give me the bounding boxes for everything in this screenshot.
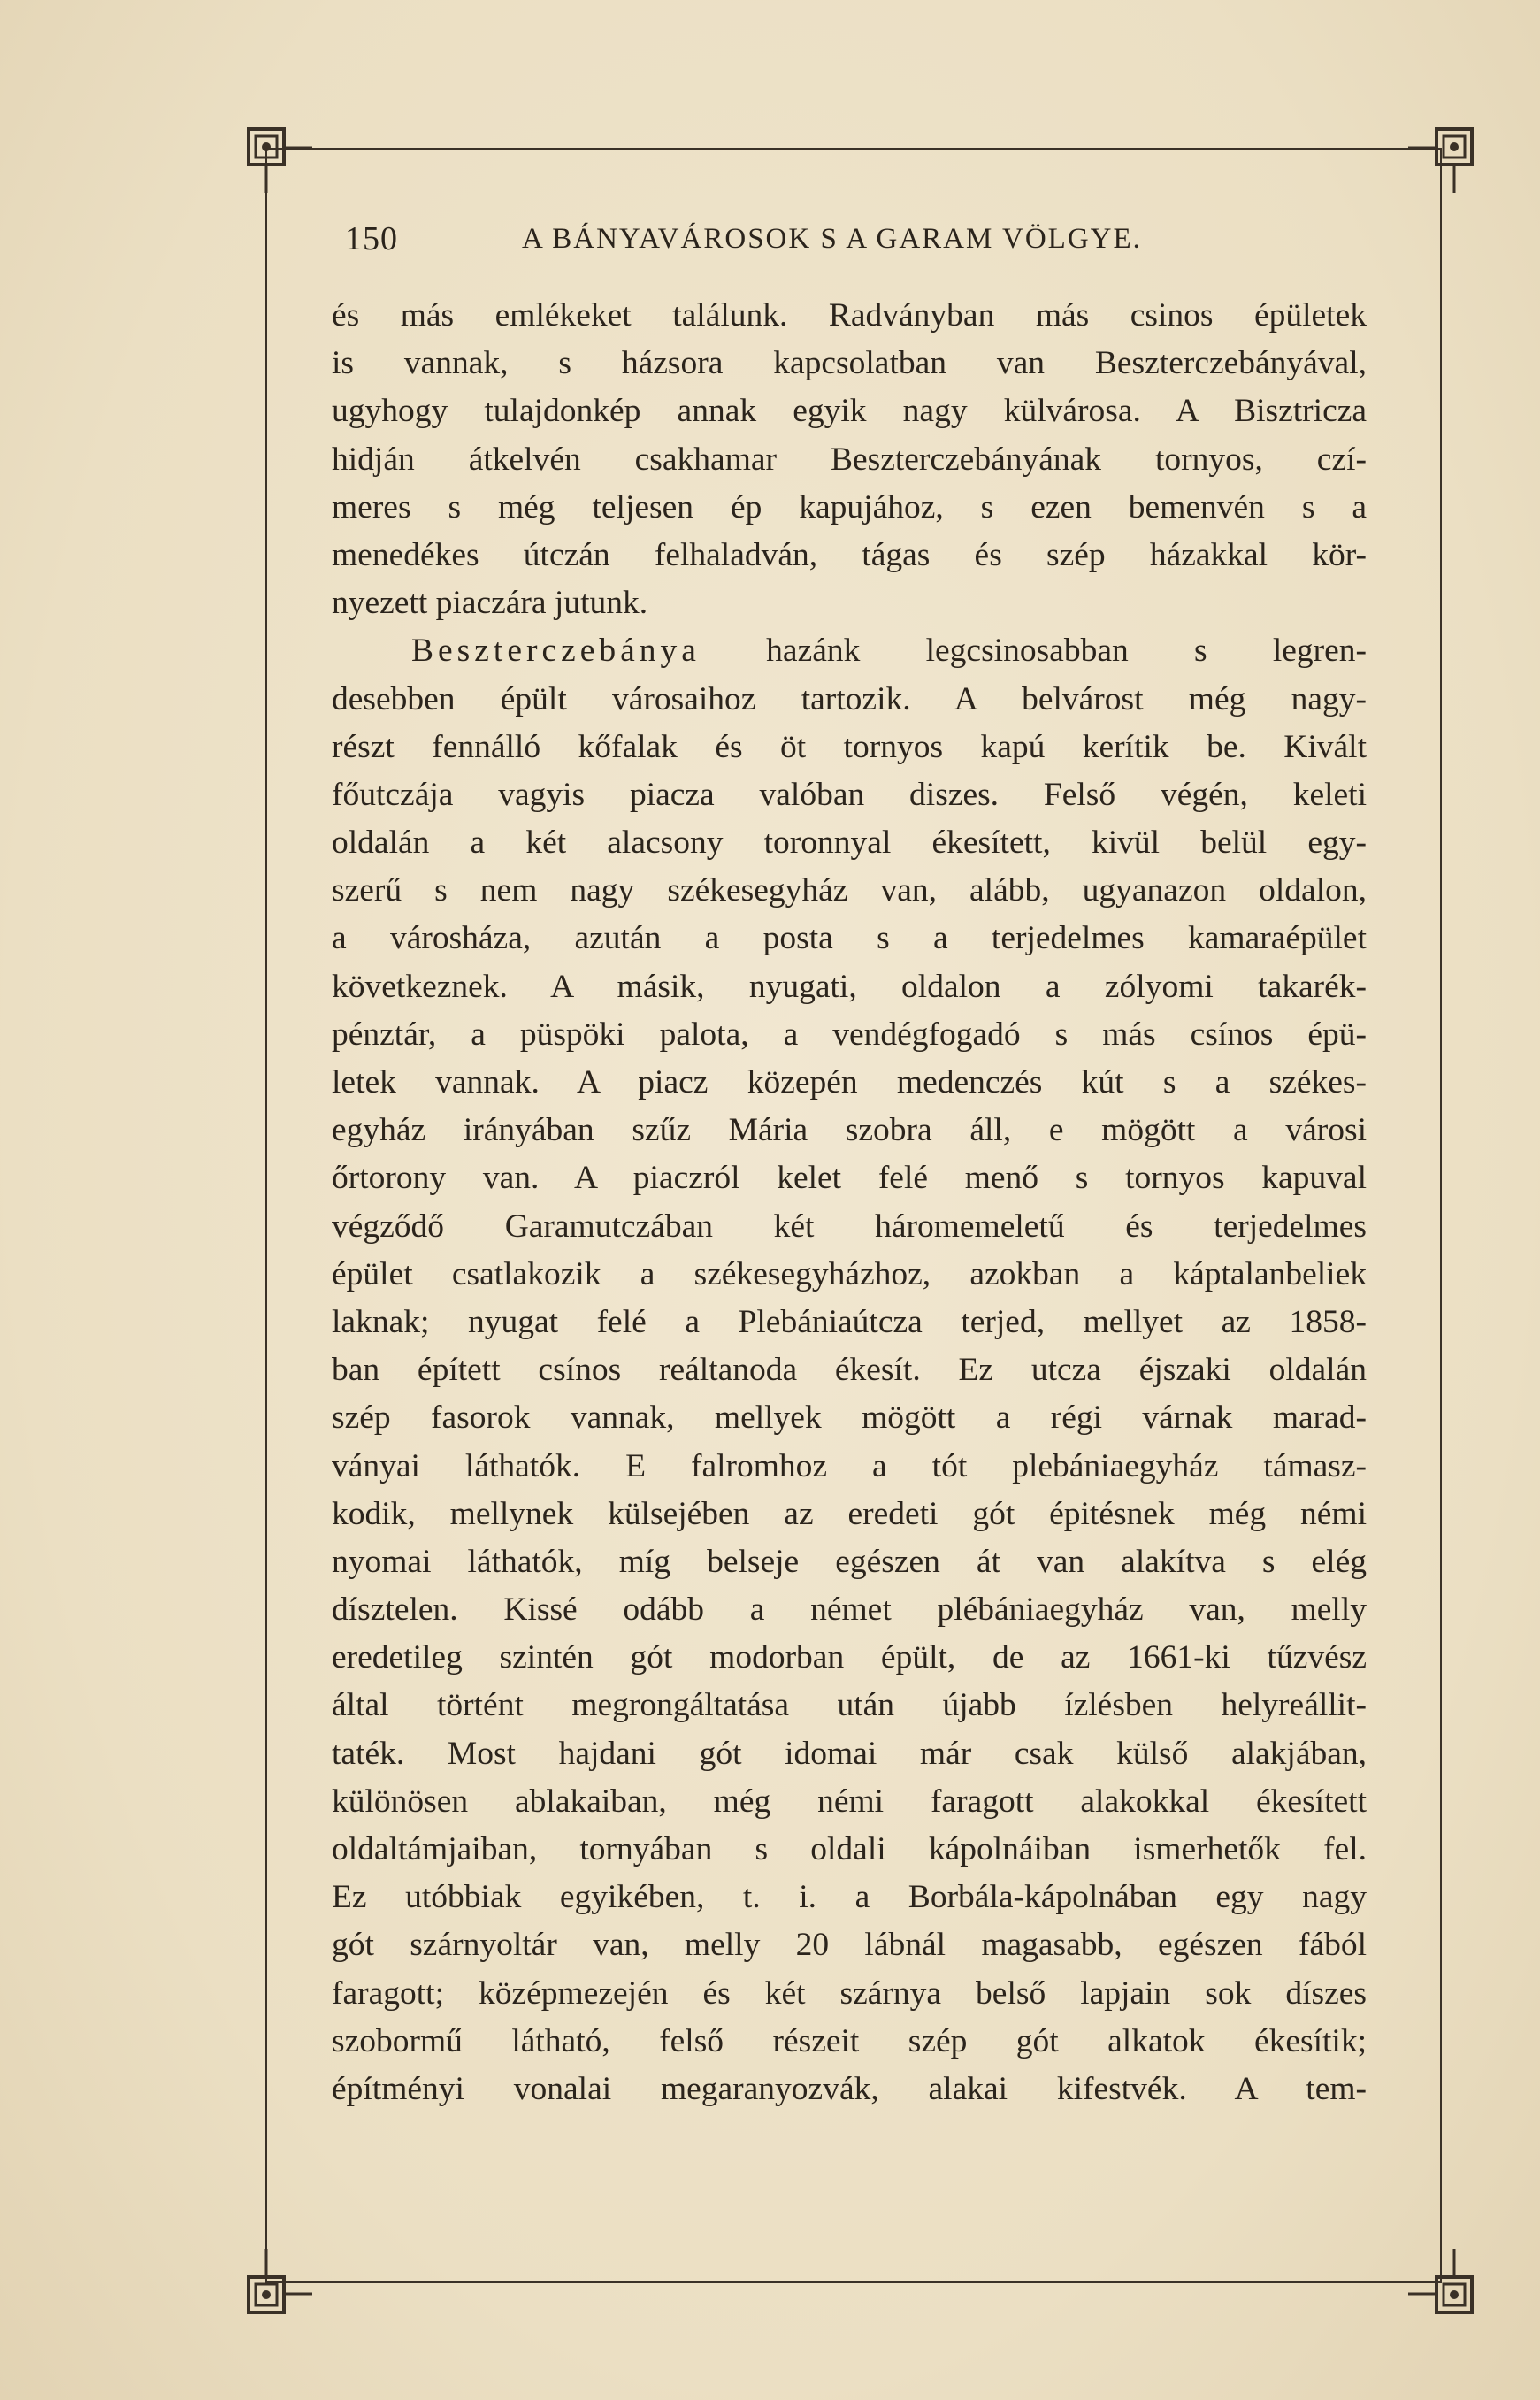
text-line: hidján átkelvén csakhamar Beszterczebányának tornyos, czí-	[332, 441, 1367, 478]
text-line: szép fasorok vannak, mellyek mögött a régi várnak marad-	[332, 1399, 1367, 1437]
paragraph-start-line	[332, 627, 1367, 675]
text-line: letek vannak. A piacz közepén medenczés kút s a székes-	[332, 1064, 1367, 1100]
text-line: részt fennálló kőfalak és öt tornyos kapú kerítik be. Kivált	[332, 728, 1367, 765]
text-line-rest: hazánk legcsinosabban s legren-	[700, 633, 1367, 670]
text-line: nyomai láthatók, míg belseje egészen át van alakítva s elég	[332, 1543, 1367, 1580]
text-line: ványai láthatók. E falromhoz a tót plebániaegyház támasz-	[332, 1447, 1367, 1484]
text-line: épület csatlakozik a székesegyházhoz, azokban a káptalanbeliek	[332, 1255, 1367, 1292]
text-line: oldaltámjaiban, tornyában s oldali kápolnáiban ismerhetők fel.	[332, 1831, 1367, 1867]
corner-ornament-icon	[243, 124, 314, 195]
text-line: következnek. A másik, nyugati, oldalon a zólyomi takarék-	[332, 968, 1367, 1005]
text-line: főutczája vagyis piacza valóban diszes. Felső végén, keleti	[332, 776, 1367, 813]
text-line: építményi vonalai megaranyozvák, alakai kifestvék. A tem-	[332, 2070, 1367, 2107]
text-line: Ez utóbbiak egyikében, t. i. a Borbála-kápolnában egy nagy	[332, 1879, 1367, 1916]
text-line: ban épített csínos reáltanoda ékesít. Ez utcza éjszaki oldalán	[332, 1352, 1367, 1389]
text-line: végződő Garamutczában két háromemeletű és terjedelmes	[332, 1208, 1367, 1245]
text-line: különösen ablakaiban, még némi faragott alakokkal ékesített	[332, 1783, 1367, 1820]
text-line: eredetileg szintén gót modorban épült, de az 1661-ki tűzvész	[332, 1639, 1367, 1676]
right-border-rule	[1440, 148, 1442, 2283]
text-line: őrtorony van. A piaczról kelet felé menő s tornyos kapuval	[332, 1160, 1367, 1197]
text-line: nyezett piaczára jutunk.	[332, 585, 648, 622]
text-line: és más emlékeket találunk. Radványban más csinos épületek	[332, 297, 1367, 334]
corner-ornament-icon	[243, 2247, 314, 2318]
text-line: laknak; nyugat felé a Plebániaútcza terjed, mellyet az 1858-	[332, 1303, 1367, 1340]
corner-ornament-icon	[1406, 124, 1477, 195]
top-border-rule	[265, 148, 1442, 150]
text-line: menedékes útczán felhaladván, tágas és szép házakkal kör-	[332, 536, 1367, 573]
text-line: is vannak, s házsora kapcsolatban van Beszterczebányával,	[332, 345, 1367, 382]
running-title: A BÁNYAVÁROSOK S A GARAM VÖLGYE.	[522, 223, 1142, 255]
text-line: kodik, mellynek külsejében az eredeti gót épitésnek még némi	[332, 1495, 1367, 1532]
text-line: pénztár, a püspöki palota, a vendégfogadó s más csínos épü-	[332, 1016, 1367, 1053]
text-line: szerű s nem nagy székesegyház van, alább, ugyanazon oldalon,	[332, 872, 1367, 909]
text-line: a városháza, azután a posta s a terjedelmes kamaraépület	[332, 920, 1367, 957]
text-line: dísztelen. Kissé odább a német plébániaegyház van, melly	[332, 1591, 1367, 1629]
page-number: 150	[345, 220, 398, 257]
text-line: szobormű látható, felső részeit szép gót alkatok ékesítik;	[332, 2022, 1367, 2059]
bottom-border-rule	[265, 2281, 1442, 2283]
corner-ornament-icon	[1406, 2247, 1477, 2318]
text-line: által történt megrongáltatása után újabb ízlésben helyreállit-	[332, 1687, 1367, 1724]
text-line: desebben épült városaihoz tartozik. A belvárost még nagy-	[332, 680, 1367, 717]
body-text	[332, 292, 1367, 2113]
text-line: gót szárnyoltár van, melly 20 lábnál magasabb, egészen fából	[332, 1927, 1367, 1964]
page-header	[336, 219, 1433, 272]
spaced-word: Beszterczebánya	[411, 633, 701, 670]
text-line: ugyhogy tulajdonkép annak egyik nagy külvárosa. A Bisztricza	[332, 393, 1367, 430]
text-line: meres s még teljesen ép kapujához, s ezen bemenvén s a	[332, 488, 1367, 525]
text-line: taték. Most hajdani gót idomai már csak külső alakjában,	[332, 1735, 1367, 1772]
text-line: faragott; középmezején és két szárnya belső lapjain sok díszes	[332, 1974, 1367, 2012]
text-line: egyház irányában szűz Mária szobra áll, e mögött a városi	[332, 1112, 1367, 1149]
text-line: oldalán a két alacsony toronnyal ékesített, kivül belül egy-	[332, 824, 1367, 862]
left-border-rule	[265, 148, 267, 2283]
